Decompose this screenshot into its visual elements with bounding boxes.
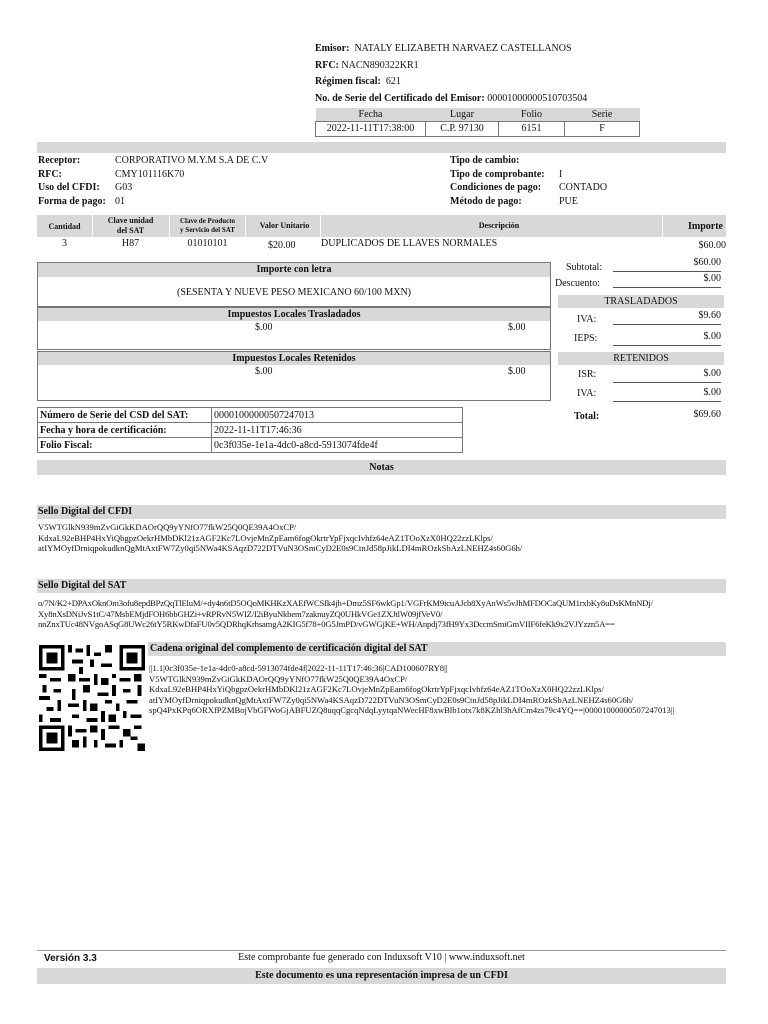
ieps-value: $.00 <box>613 331 721 346</box>
receptor-forma-value: 01 <box>115 195 125 207</box>
locales-retenidos-value-b: $.00 <box>508 366 526 377</box>
iva-ret-label: IVA: <box>577 388 597 399</box>
receptor-rfc-line <box>38 168 268 182</box>
col-clave-prod-line1: Clave de Producto <box>179 217 236 225</box>
concepts-col-divider <box>320 215 321 237</box>
concept-clave-prod: 01010101 <box>187 238 228 249</box>
col-cantidad: Cantidad <box>48 222 81 231</box>
sello-sat-line: o/7N/K2+DPAxOknOm3ofu8epdBPzQqTlEluM/+dy4n6tD5OQoMKHKzXAEfWCSIk4jh+Dmz5SF6wkGp1/VGFrKM9icuAJcb8XyAnWs5vJhMFDOCaQUM1rxbKy8uDsKMnNDj/ <box>38 598 653 608</box>
cadena-line: ||1.1|0c3f035e-1e1a-4dc0-a8cd-5913074fde4f|2022-11-11T17:46:36|CAD100607RY8|| <box>149 663 448 673</box>
sello-sat-line: Xy8nXsDNiJvS1tC/47MsbEMjdFOH6bbGHZi+vRPRvN5WIZ/I2iByuNkbem7zaknuyZQ0UHkVGe1ZXJtlW09jfVeV0/ <box>38 608 443 619</box>
condiciones-line <box>450 181 607 195</box>
concept-valor-unitario: $20.00 <box>268 240 296 251</box>
concepts-col-divider <box>245 215 246 237</box>
sello-cfdi-header: Sello Digital del CFDI <box>37 505 726 519</box>
locales-trasladados-value-a: $.00 <box>255 322 273 333</box>
concept-row <box>37 238 726 252</box>
tipo-comp-value: I <box>559 168 563 180</box>
locales-retenidos-header: Impuestos Locales Retenidos <box>38 352 550 365</box>
iva-label: IVA: <box>577 314 597 325</box>
issue-header-folio: Folio <box>520 108 543 120</box>
sello-cfdi-line: V5WTGlkN939mZvGiGkKDAOrQQ9yYNfO77fkW25Q0QE39A4OxCP/ <box>38 522 297 532</box>
concept-descripcion: DUPLICADOS DE LLAVES NORMALES <box>321 238 498 249</box>
receptor-line <box>38 154 268 168</box>
isr-value: $.00 <box>613 368 721 383</box>
emisor-rfc-line <box>315 58 587 75</box>
sello-cfdi-line: atIYMOyfDrniqpokudknQgMtAxtFW7Zy0qi5NWa4KSAqzD722DTVuN3OSmCyD2E0s9CtnJd58pJikLDI4mROzkSbAzLNEHZ4s60G6h/ <box>38 543 523 553</box>
emisor-label: Emisor: <box>315 43 350 54</box>
tipo-comp-label: Tipo de comprobante: <box>450 168 545 180</box>
version-label: Versión 3.3 <box>44 953 97 964</box>
cadena-line: KdxaL92eBHP4HxYiQbgpzOekrHMbDKl21zAGF2Kc7LOvjeMnZpEam6fogOkrtrYpFjxqcIvhfz64eAZ1TOoXzX0HQ22zzLKlps/ <box>149 684 604 694</box>
col-descripcion: Descripción <box>478 221 520 230</box>
metodo-line <box>450 195 607 209</box>
receptor-forma-label: Forma de pago: <box>38 195 106 207</box>
isr-label: ISR: <box>578 369 597 380</box>
sello-sat-text <box>38 598 653 630</box>
subtotal-label: Subtotal: <box>566 262 603 273</box>
issue-value-folio: 6151 <box>499 121 565 136</box>
fecha-cert-label: Fecha y hora de certificación: <box>38 423 212 438</box>
concept-clave-unidad: H87 <box>121 238 140 249</box>
separator-bar <box>37 142 726 153</box>
concepts-header <box>37 215 726 237</box>
sello-sat-header: Sello Digital del SAT <box>37 579 726 593</box>
concept-importe: $60.00 <box>698 240 726 251</box>
receptor-value: CORPORATIVO M.Y.M S.A DE C.V <box>115 155 269 166</box>
condiciones-label: Condiciones de pago: <box>450 182 542 193</box>
certification-table <box>37 407 463 453</box>
col-clave-unidad-line2: del SAT <box>116 226 145 235</box>
emisor-regimen-label: Régimen fiscal: <box>315 76 381 87</box>
importe-letra-box <box>37 262 551 307</box>
footer-divider <box>37 950 726 951</box>
emisor-serie-value: 00001000000510703504 <box>487 92 588 104</box>
col-clave-unidad-line1: Clave unidad <box>107 216 154 225</box>
issue-table-header <box>316 108 640 121</box>
locales-trasladados-header: Impuestos Locales Trasladados <box>38 308 550 321</box>
sello-sat-line: nnZnxTUc48NVgoASqG8UWc26tY5RKwDfaFU0v5QDRhqKrhsamgA2KIG5f78+0G5JmPD/vGWGjKE+WH/Anpdj73fH9Yx3DccmSmiGmVIIF6feKk9x2VJYzzn5A== <box>38 619 615 629</box>
receptor-rfc-label: RFC: <box>38 168 62 180</box>
locales-trasladados-value-b: $.00 <box>508 322 526 333</box>
tipo-comp-line <box>450 168 607 182</box>
emisor-value: NATALY ELIZABETH NARVAEZ CASTELLANOS <box>354 43 572 54</box>
metodo-label: Método de pago: <box>450 195 522 207</box>
issue-value-lugar: C.P. 97130 <box>426 121 499 136</box>
sello-cfdi-text <box>38 522 522 554</box>
descuento-label: Descuento: <box>555 278 600 289</box>
issue-header-fecha: Fecha <box>358 108 383 120</box>
sello-cfdi-line: KdxaL92eBHP4HxYiQbgpzOekrHMbDKl21zAGF2Kc7LOvjeMnZpEam6fogOkrtrYpFjxqcIvhfz64eAZ1TOoXzX0HQ22zzLKlps/ <box>38 532 493 543</box>
folio-fiscal-label: Folio Fiscal: <box>38 438 212 453</box>
issue-header-lugar: Lugar <box>450 108 474 120</box>
generated-note: Este comprobante fue generado con Induxsoft V10 | www.induxsoft.net <box>238 952 525 963</box>
emisor-serie-label: No. de Serie del Certificado del Emisor: <box>315 92 485 104</box>
totals-block <box>555 255 726 425</box>
col-clave-unidad <box>92 216 169 236</box>
total-value: $69.60 <box>693 409 721 420</box>
concepts-col-divider <box>662 215 663 237</box>
issue-value-fecha: 2022-11-11T17:38:00 <box>316 121 426 136</box>
cadena-line: atIYMOyfDrniqpokudknQgMtAxtFW7Zy0qi5NWa4KSAqzD722DTVuN3OSmCyD2E0s9CtnJd58pJikLDI4mROzkSbAzLNEHZ4s60G6h/ <box>149 694 634 705</box>
folio-fiscal-value: 0c3f035e-1e1a-4dc0-a8cd-5913074fde4f <box>212 438 463 453</box>
locales-retenidos-value-a: $.00 <box>255 366 273 377</box>
total-label: Total: <box>574 411 600 422</box>
retenidos-header: RETENIDOS <box>558 352 724 365</box>
receptor-block <box>38 154 268 208</box>
representation-note: Este documento es una representación impresa de un CFDI <box>37 968 726 984</box>
receptor-uso-line <box>38 181 268 195</box>
emisor-regimen-line <box>315 74 587 91</box>
issue-header-serie: Serie <box>591 108 613 120</box>
csd-label: Número de Serie del CSD del SAT: <box>38 408 212 423</box>
condiciones-value: CONTADO <box>559 182 608 193</box>
cadena-header: Cadena original del complemento de certificación digital del SAT <box>148 642 726 656</box>
issue-table <box>315 108 640 137</box>
fecha-cert-value: 2022-11-11T17:46:36 <box>212 423 463 438</box>
emisor-rfc-label: RFC: <box>315 59 339 71</box>
cert-row-fecha <box>38 423 463 438</box>
issue-value-serie: F <box>565 121 640 136</box>
ieps-label: IEPS: <box>574 333 598 344</box>
concepts-col-divider <box>169 215 170 237</box>
col-importe: Importe <box>688 221 723 232</box>
notas-header: Notas <box>37 460 726 475</box>
emisor-serie-line <box>315 91 587 108</box>
qr-code-image <box>39 643 145 753</box>
cert-row-folio <box>38 438 463 453</box>
col-clave-prod-line2: y Servicio del SAT <box>180 226 235 234</box>
locales-trasladados-box <box>37 307 551 350</box>
emisor-rfc-value: NACN890322KR1 <box>341 59 419 71</box>
col-valor-unitario: Valor Unitario <box>259 221 310 230</box>
cert-row-csd <box>38 408 463 423</box>
subtotal-value: $60.00 <box>613 257 721 272</box>
locales-retenidos-box <box>37 351 551 401</box>
metodo-value: PUE <box>559 195 578 207</box>
receptor-rfc-value: CMY101116K70 <box>115 168 185 180</box>
emisor-line <box>315 41 587 58</box>
tipo-cambio-label: Tipo de cambio: <box>450 155 520 166</box>
receptor-uso-label: Uso del CFDI: <box>38 182 100 193</box>
descuento-value: $.00 <box>613 273 721 288</box>
cadena-line: V5WTGlkN939mZvGiGkKDAOrQQ9yYNfO77fkW25Q0QE39A4OxCP/ <box>149 673 408 684</box>
trasladados-header: TRASLADADOS <box>558 295 724 308</box>
receptor-forma-line <box>38 195 268 209</box>
emisor-regimen-value: 621 <box>385 76 401 87</box>
cadena-line: spQ4PxKPq6ORXfPZMBojVbGFWoGjABFUZQ8uqqCgcqNdqLyytqaNWecHF8xwBlb1otx7k8KZhl3hAfCm4zs79c4YQ==|00001000000507247013|| <box>149 705 675 715</box>
importe-letra-header: Importe con letra <box>38 263 550 277</box>
concepts-col-divider <box>92 215 93 237</box>
issue-table-values <box>316 121 640 136</box>
tipo-cambio-line <box>450 154 607 168</box>
iva-ret-value: $.00 <box>613 387 721 402</box>
concept-cantidad: 3 <box>62 238 67 249</box>
receptor-uso-value: G03 <box>115 182 133 193</box>
importe-letra-value: (SESENTA Y NUEVE PESO MEXICANO 60/100 MXN) <box>176 287 411 298</box>
receptor-label: Receptor: <box>38 155 81 166</box>
col-clave-prod <box>170 217 245 235</box>
csd-value: 00001000000507247013 <box>212 408 463 423</box>
payment-block <box>450 154 607 208</box>
iva-value: $9.60 <box>613 310 721 325</box>
cadena-text <box>149 663 674 716</box>
emisor-block <box>315 41 587 107</box>
